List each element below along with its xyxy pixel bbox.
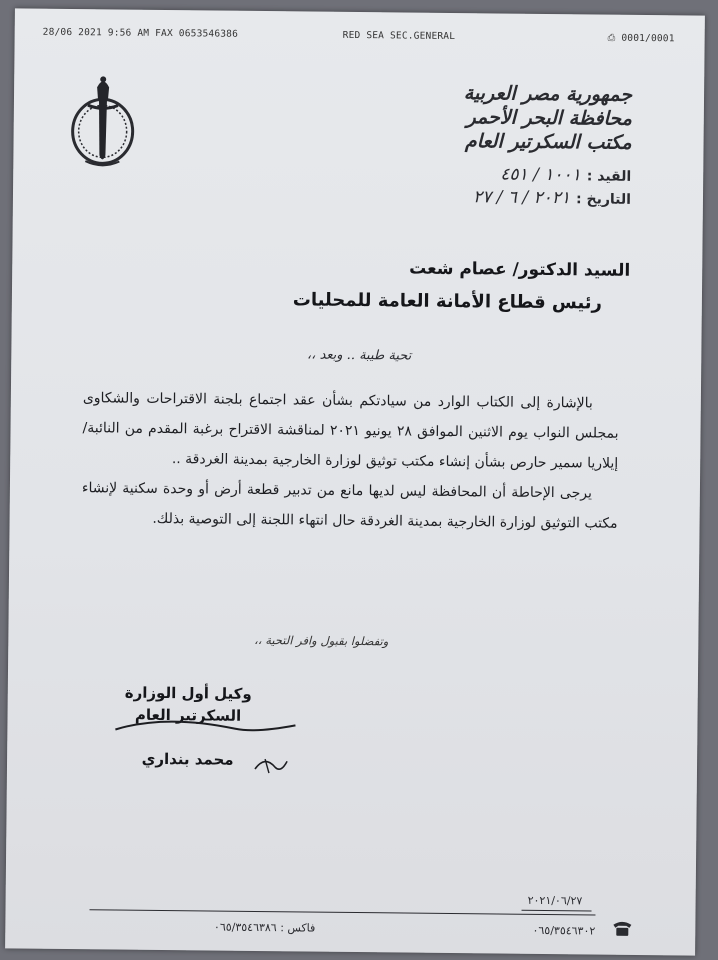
footer-contact: [115, 920, 596, 938]
signatory-name: محمد بنداري: [141, 749, 234, 769]
handwritten-signature: [105, 709, 306, 781]
signatory-title-2: السكرتير العام: [134, 705, 242, 725]
fax-page-icon: ⎙: [607, 32, 622, 44]
reference-date: [473, 186, 631, 211]
footer-date: ٢٠٢١/٠٦/٢٧: [527, 893, 583, 908]
reference-number: [473, 163, 631, 188]
letterhead-governorate: محافظة البحر الأحمر: [466, 106, 632, 130]
signatory-title-1: وكيل أول الوزارة: [124, 683, 252, 703]
fax-datetime: 28/06 2021 9:56 AM FAX 0653546386: [42, 26, 239, 40]
fax-page-count: [608, 33, 675, 45]
footer-phone: ٠٦٥/٣٥٤٦٣٠٢: [532, 923, 596, 938]
letterhead-country: جمهورية مصر العربية: [463, 82, 633, 106]
letterhead-office: مكتب السكرتير العام: [464, 130, 632, 154]
body-paragraph-2: يرجى الإحاطة أن المحافظة ليس لديها مانع من تدبير قطعة أرض أو وحدة سكنية لإنشاء مكتب التوثيق لوزارة الخارجية بمدينة الغردقة حال انتهاء اللجنة إلى التوصية بذلك.: [81, 480, 618, 532]
fax-header: [42, 26, 675, 45]
addressee-name: السيد الدكتور/ عصام شعت: [409, 258, 631, 281]
letter-page: [5, 8, 705, 955]
reference-number-label: القيد :: [586, 168, 632, 185]
fax-sender: RED SEA SEC.GENERAL: [342, 29, 456, 43]
fax-page-count-text: 0001/0001: [621, 32, 675, 45]
telephone-icon: [611, 919, 633, 937]
footer-date-rule: [522, 910, 592, 912]
reference-block: [473, 163, 631, 211]
reference-date-label: التاريخ :: [575, 191, 632, 208]
governorate-emblem-icon: [65, 65, 140, 178]
addressee-title: رئيس قطاع الأمانة العامة للمحليات: [292, 289, 602, 314]
reference-date-value: ٢٠٢١ / ٦ / ٢٧: [472, 187, 571, 209]
letter-body: [81, 383, 619, 539]
addressee: [293, 257, 631, 314]
footer-rule: [90, 909, 596, 915]
letterhead: [463, 81, 632, 155]
footer-fax: فاكس : ٠٦٥/٣٥٤٦٣٨٦: [213, 920, 316, 935]
closing: وتفضلوا بقبول وافر التحية ،،: [254, 632, 389, 649]
greeting: تحية طيبة .. وبعد ،،: [306, 347, 412, 364]
body-paragraph-1: بالإشارة إلى الكتاب الوارد من سيادتكم بشأن عقد اجتماع بلجنة الاقتراحات والشكاوى بمجلس النواب يوم الاثنين الموافق ٢٨ يونيو ٢٠٢١ لمناقشة الاقتراح برغبة المقدم من النائبة/ إيلاريا سمير حارص بشأن إنشاء مكتب توثيق لوزارة الخارجية بمدينة الغردقة ..: [82, 390, 619, 472]
reference-number-value: ١٠٠١ / ٤٥١: [500, 164, 581, 186]
